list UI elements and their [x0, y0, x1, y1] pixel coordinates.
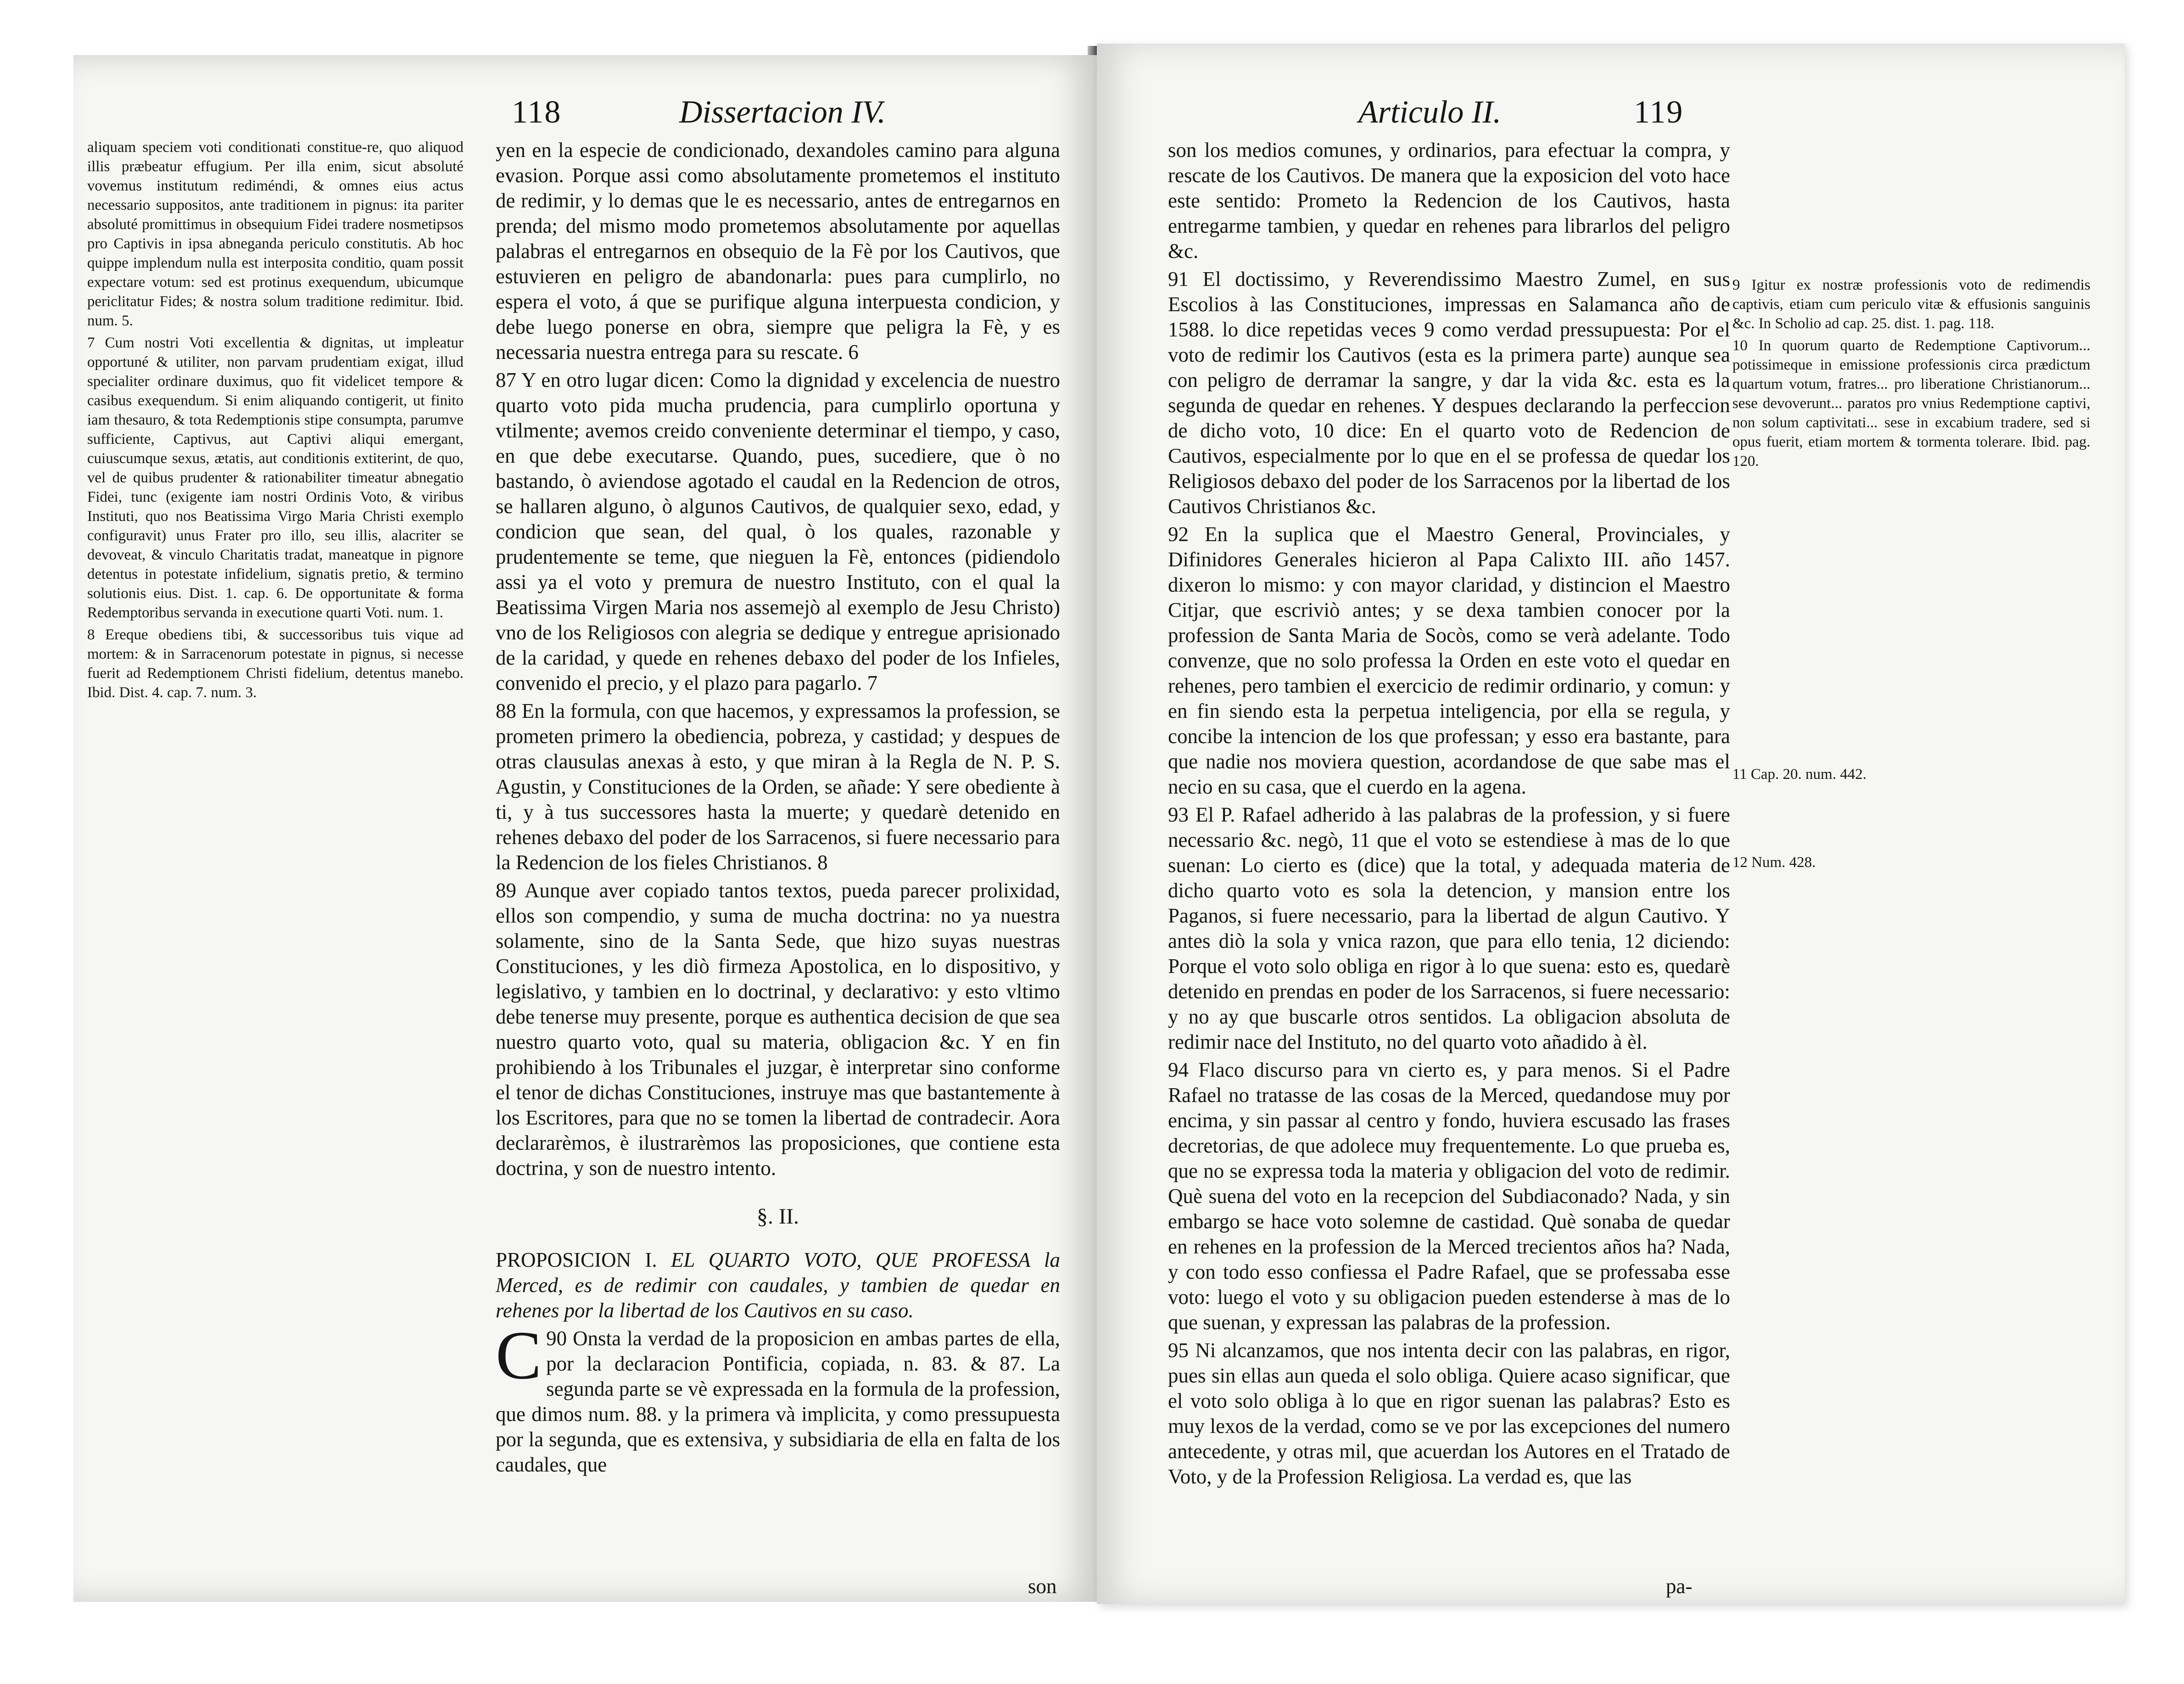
paragraph: 87 Y en otro lugar dicen: Como la dignidad y excelencia de nuestro quarto voto pida mucha prudencia, para cumplirlo oportuna y vtilmente; avemos creido conveniente determinar el tiempo, y caso, en que debe executarse. Quando, pues, sucediere, que ò no bastando, ò aviendose agotado el caudal en la Redencion de otros, se hallaren alguno, ò algunos Cautivos, de qualquier sexo, edad, y condicion que sean, del qual, ò los quales, razonable y prudentemente se teme, que nieguen la Fè, entonces (pidiendolo assi ya el voto y premura de nuestro Instituto, con el qual la Beatissima Virgen Maria nos assemejò al exemplo de Jesu Christo) vno de los Religiosos con alegria se dedique y entregue aprisionado de la caridad, y quede en rehenes debaxo del poder de los Infieles, convenido el precio, y el plazo para pagarlo. 7 — [496, 369, 1060, 694]
margin-note: 11 Cap. 20. num. 442. — [1732, 766, 1867, 783]
proposition-text: EL QUARTO VOTO, QUE PROFESSA la Merced, es de redimir con caudales, y tambien de quedar en rehenes por la libertad de los Cautivos en su caso. — [496, 1248, 1060, 1322]
paragraph: 94 Flaco discurso para vn cierto es, y para menos. Si el Padre Rafael no tratasse de las cosas de la Merced, quedandose muy por encima, y sin passar al centro y fondo, huviera escusado las frases decretorias, de que adolece muy frequentemente. Lo que prueba es, que no se expressa toda la materia y obligacion del voto de redimir. Què suena del voto en la recepcion del Subdiaconado? Nada, y sin embargo se hace voto solemne de castidad. Què sonaba de quedar en rehenes en la profession de la Merced trecientos años ha? Nada, y con todo esso confiessa el Padre Rafael, que se professaba esse voto: luego el voto y su obligacion pueden estenderse à mas de lo que suenan, y expressan las palabras de la profession. — [1168, 1058, 1730, 1334]
margin-note: 8 Ereque obediens tibi, & successoribus tuis vique ad mortem: & in Sarracenorum potestate in pignus, si necesse fuerit ad Redemptionem Christi fidelium, detentus manebo. Ibid. Dist. 4. cap. 7. num. 3. — [87, 627, 464, 701]
proposition-heading — [496, 1248, 1060, 1323]
left-page-number: 118 — [512, 95, 562, 130]
paragraph: son los medios comunes, y ordinarios, para efectuar la compra, y rescate de los Cautivos. De manera que la exposicion del voto hace este sentido: Prometo la Redencion de los Cautivos, hasta entregarme tambien, y quedar en rehenes para librarlos del peligro &c. — [1168, 139, 1730, 263]
right-catchword: pa- — [1666, 1575, 1692, 1598]
paragraph: 89 Aunque aver copiado tantos textos, pueda parecer prolixidad, ellos son compendio, y suma de mucha doctrina: no ya nuestra solamente, sino de la Santa Sede, que hizo suyas nuestras Constituciones, y les diò firmeza Apostolica, en lo dispositivo, y legislativo, y tambien en lo doctrinal, y declarativo: y esto vltimo debe tenerse muy presente, porque es authentica decision de que sea nuestro quarto voto, qual su materia, obligacion &c. Y en fin prohibiendo à los Tribunales el juzgar, è interpretar sino conforme el tenor de dichas Constituciones, instruye mas que bastantemente à los Escritores, para que no se tomen la libertad de contradecir. Aora declararèmos, è ilustrarèmos las proposiciones, que contiene esta doctrina, y son de nuestro intento. — [496, 879, 1060, 1180]
margin-note: aliquam speciem voti conditionati constitue-re, quo aliquod illis præbeatur effugium. Per illa enim, sicut absoluté vovemus institutum rediméndi, & omnes eius actus necessario suppositos, ante traditionem in pignus: ita pariter absoluté promittimus in obsequium Fidei tradere nosmetipsos pro Captivis in ipsa abneganda periculo constitutis. Ab hoc quippe implendum nulla est interposita conditio, quam possit expectare votum: sed est protinus exequendum, ubicumque periclitatur Fides; & nostra solum traditione redimitur. Ibid. num. 5. — [87, 139, 464, 329]
margin-note: 12 Num. 428. — [1732, 854, 1816, 871]
right-running-head: Articulo II. — [1358, 95, 1502, 130]
margin-note: 9 Igitur ex nostræ professionis voto de redimendis captivis, etiam cum periculo vitæ & effusionis sanguinis &c. In Scholio ad cap. 25. dist. 1. pag. 118. — [1732, 277, 2090, 332]
right-margin-notes — [1732, 275, 2090, 1469]
margin-note: 10 In quorum quarto de Redemptione Captivorum... potissimeque in emissione professionis circa prædictum quartum votum, fratres... pro liberatione Christianorum... sese devoverunt... paratos pro vnius Redemptione captivi, non solum captivitati... sese in excabium tradere, sed si opus fuerit, etiam mortem & tormenta tolerare. Ibid. pag. 120. — [1732, 337, 2090, 470]
left-margin-notes — [87, 138, 464, 1010]
proposition-lead: PROPOSICION I. — [496, 1248, 657, 1271]
paragraph-number: 90 — [546, 1327, 567, 1350]
drop-cap: C — [496, 1317, 542, 1393]
right-main-text — [1168, 138, 1730, 1583]
paragraph-text: Onsta la verdad de la proposicion en ambas partes de ella, por la declaracion Pontificia, copiada, n. 83. & 87. La segunda parte se vè expressada en la formula de la profession, que dimos num. 88. y la primera và implicita, y como pressupuesta por la segunda, que es extensiva, y subsidiaria de ella en falta de los caudales, que — [496, 1327, 1060, 1476]
section-heading: §. II. — [757, 1204, 799, 1229]
paragraph: 92 En la suplica que el Maestro General, Provinciales, y Difinidores Generales hicieron al Papa Calixto III. año 1457. dixeron lo mismo: y con mayor claridad, y distincion el Maestro Citjar, que escriviò antes; y se dexa tambien conocer por la profession de Santa Maria de Socòs, como se verà adelante. Todo convenze, que no solo professa la Orden en este voto el quedar en rehenes, pero tambien el exercicio de redimir ordinario, y comun: y en fin siendo esta la perpetua inteligencia, por ella se regula, y concibe la intencion de los que professan; y esso era bastante, para que nadie nos moviera question, acordandose de que sabe mas el necio en su casa, que el cuerdo en la agena. — [1168, 523, 1730, 798]
paragraph: 95 Ni alcanzamos, que nos intenta decir con las palabras, en rigor, pues sin ellas aun queda el solo obliga. Quiere acaso significar, que el voto solo obliga à lo que en rigor suenan las palabras? Esto es muy lexos de la verdad, como se ve por las excepciones del numero antecedente, y otras mil, que acuerdan los Autores en el Tratado de Voto, y de la Profession Religiosa. La verdad es, que las — [1168, 1339, 1730, 1488]
left-main-text — [496, 138, 1060, 1583]
left-running-head: Dissertacion IV. — [679, 95, 886, 130]
paragraph: 88 En la formula, con que hacemos, y expressamos la profession, se prometen primero la obediencia, pobreza, y castidad; y despues de otras clausulas anexas à esto, y que miran à la Regla de N. P. S. Agustin, y Constituciones de la Orden, se añade: Y sere obediente à ti, y à tus successores hasta la muerte; y quedarè detenido en rehenes debaxo del poder de los Sarracenos, si fuere necessario para la Redencion de los fieles Christianos. 8 — [496, 699, 1060, 874]
right-page-number: 119 — [1634, 95, 1684, 130]
paragraph: 91 El doctissimo, y Reverendissimo Maestro Zumel, en sus Escolios à las Constituciones, impressas en Salamanca año de 1588. lo dice repetidas veces 9 como verdad pressupuesta: Por el voto de redimir los Cautivos (esta es la primera parte) aunque sea con peligro de derramar la sangre, y dar la vida &c. esta es la segunda de quedar en rehenes. Y despues declarando la perfeccion de dicho voto, 10 dice: En el quarto voto de Redencion de Cautivos, especialmente por lo que en el se professa de quedar los Religiosos debaxo del poder de los Sarracenos por la libertad de los Cautivos Christianos &c. — [1168, 268, 1730, 518]
left-catchword: son — [1028, 1575, 1057, 1598]
margin-note: 7 Cum nostri Voti excellentia & dignitas, ut impleatur opportuné & utiliter, non parvam prudentiam exigat, illud specialiter ordinare duximus, quo fit videlicet tempore & casibus exequendum. Si enim aliquando contigerit, ut finito iam thesauro, & tota Redemptionis stipe consumpta, parumve sufficiente, Captivus, aut Captivi aliqui emergant, cuiuscumque sexus, ætatis, aut conditionis extiterint, de quo, vel de quibus prudenter & rationabiliter timeatur abnegatio Fidei, tunc (exigente iam nostri Ordinis Voto, & viribus Instituti, quo nos Beatissima Virgo Maria Christi exemplo configuravit) unus Frater pro illo, seu illis, alacriter se devoveat, & vinculo Charitatis tradat, maneatque in pignore detentus in potestate infidelium, signatis pretio, & termino solutionis eius. Dist. 1. cap. 6. De opportunitate & forma Redemptoribus servanda in executione quarti Voti. num. 1. — [87, 335, 464, 621]
paragraph: 93 El P. Rafael adherido à las palabras de la profession, y si fuere necessario &c. negò, 11 que el voto se estendiese à mas de lo que suenan: Lo cierto es (dice) que la total, y adequada materia de dicho quarto voto es sola la detencion, y mansion entre los Paganos, si fuere necessario, para la libertad de algun Cautivo. Y antes diò la sola y vnica razon, que para ello tenia, 12 diciendo: Porque el voto solo obliga en rigor à lo que suena: esto es, quedarè detenido en prendas en poder de los Sarracenos, si fuere necessario: y no ay que buscarle otros sentidos. La obligacion absoluta de redimir nace del Instituto, no del quarto voto añadido à èl. — [1168, 803, 1730, 1053]
paragraph: yen en la especie de condicionado, dexandoles camino para alguna evasion. Porque assi como absolutamente prometemos el instituto de redimir, y lo demas que le es necessario, antes de entregarnos en prenda; del mismo modo prometemos absolutamente por aquellas palabras el entregarnos en obsequio de la Fè por los Cautivos, que estuvieren en peligro de abandonarla: pues para cumplirlo, no espera el voto, á que se purifique alguna interpuesta condicion, y debe luego ponerse en obra, siempre que peligra la Fè, y es necessaria nuestra entrega para su rescate. 6 — [496, 139, 1060, 364]
paragraph-90 — [496, 1317, 1060, 1477]
